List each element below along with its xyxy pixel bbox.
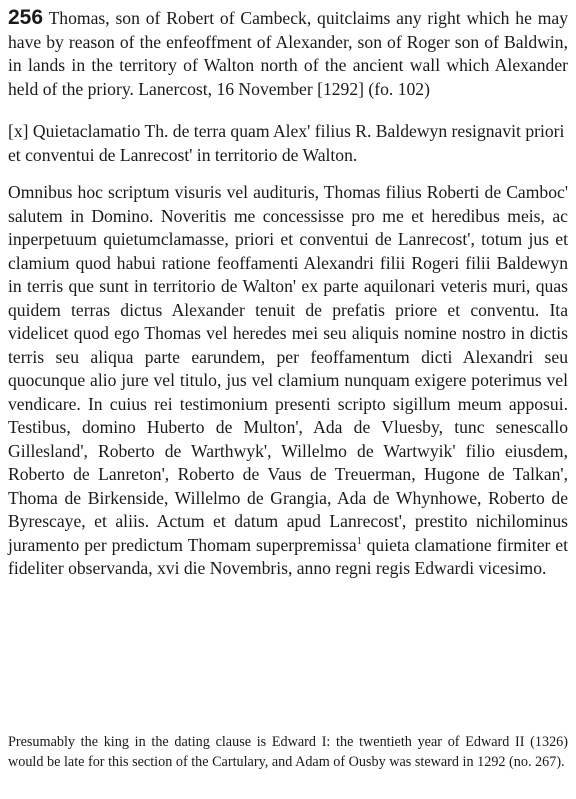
entry-number: 256 [8,6,44,29]
rubric: [x] Quietaclamatio Th. de terra quam Alex' filius R. Baldewyn resignavit priori et conventui de Lanrecost' in territorio de Walton. [8,121,565,165]
entry-header [8,6,568,101]
charter-text [8,181,568,581]
charter-ending: quieta clamatione firmiter et fideliter observanda, xvi die Novembris, anno regni regis Edwardi vicesimo. [8,534,568,578]
document-page [8,6,568,581]
entry-summary: Thomas, son of Robert of Cambeck, quitclaims any right which he may have by reason of the enfeoffment of Alexander, son of Roger son of Baldwin, in lands in the territory of Walton north of the ancient wall which Alexander held of the priory. Lanercost, 16 November [1292] (fo. 102) [8,8,568,99]
charter-body: Omnibus hoc scriptum visuris vel audituris, Thomas filius Roberti de Camboc' salutem in Domino. Noveritis me concessisse pro me et heredibus meis, ac inperpetuum quietumclamasse, priori et conventui de Lanrecost', totum jus et clamium quod habui ratione feoffamenti Alexandri filii Rogeri filii Baldewyn in terris que sunt in territorio de Walton' ex parte aquilonari veteris muri, quas quidem terras dictus Alexander tenuit de prefatis priore et conventu. Ita videlicet quod ego Thomas vel heredes mei seu aliquis nomine nostro in dictis terris seu aliqua parte earundem, per feoffamentum dicti Alexandri seu quocunque alio jure vel titulo, jus vel clamium nunquam exigere poterimus vel vendicare. In cuius rei testimonium presenti scripto sigillum meum apposui. Testibus, domino Huberto de Multon', Ada de Vluesby, tunc senescallo Gillesland', Roberto de Warthwyk', Willelmo de Wartwyik' filio eiusdem, Roberto de Lanreton', Roberto de Vaus de Treuerman, Hugone de Talkan', Thoma de Birkenside, Willelmo de Grangia, Ada de Whynhowe, Roberto de Byrescaye, et aliis. Actum et datum apud Lanrecost', prestito nichilominus juramento per predictum Thomam superpremissa [8,182,568,555]
footnote: Presumably the king in the dating clause is Edward I: the twentieth year of Edward II (1326) would be late for this section of the Cartulary, and Adam of Ousby was steward in 1292 (no. 267). [8,734,568,770]
footnote-marker: 1 [356,535,362,547]
